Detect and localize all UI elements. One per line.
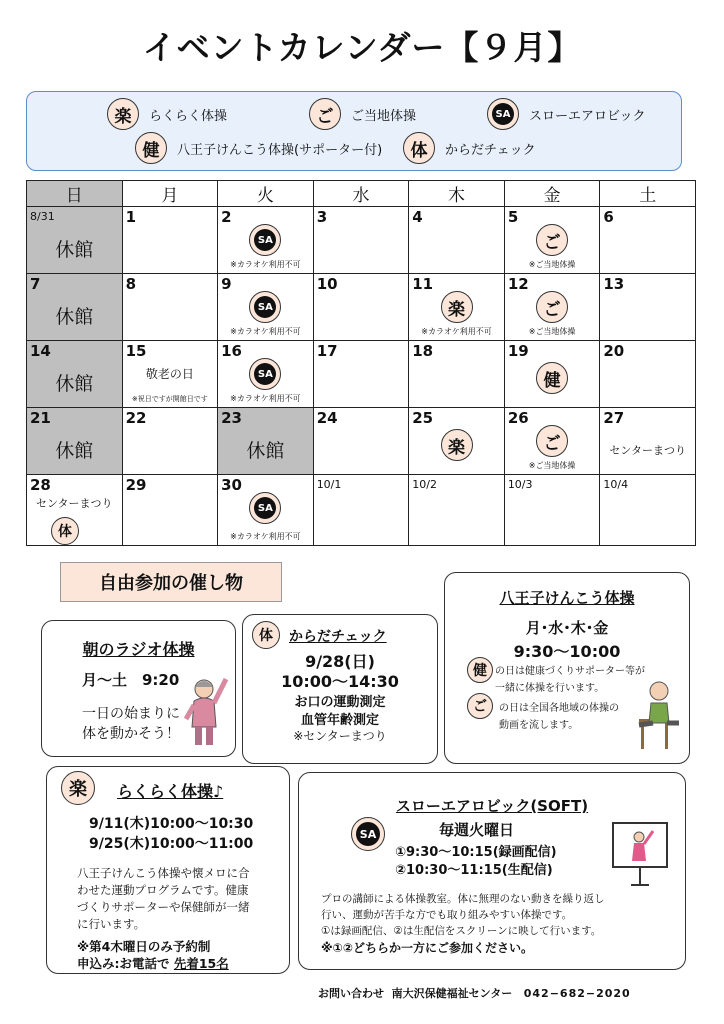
ken-badge-icon: 健 [467,657,493,683]
page-title: イベントカレンダー【９月】 [142,28,582,67]
day-cell [218,341,314,408]
ken-badge-icon: 健 [135,132,167,164]
day-number: 15 [125,342,147,360]
slow-aerobic-box [298,772,686,970]
rakuraku-time: 9/11(木)10:00〜10:30 [89,816,254,832]
day-number: 4 [412,208,423,226]
day-cell [409,408,505,475]
hachioji-exercise-box [444,572,690,764]
rakuraku-desc-line: に行います。 [77,917,146,931]
slow-desc-line: 行い、運動が苦手な方でも取り組みやすい体操です。 [321,909,573,921]
day-cell [313,341,409,408]
closed-label: 休館 [55,373,94,395]
go-badge-icon: ご [309,98,341,130]
day-number: 26 [507,409,529,427]
sa-badge-icon: SA [249,492,281,524]
center-festival-label: センターまつり [36,497,113,510]
day-cell [313,207,409,274]
sa-badge-icon: SA [487,98,519,130]
slow-time: ②10:30〜11:15(生配信) [395,863,553,878]
calendar-table [26,180,696,546]
day-cell [504,274,600,341]
raku-badge-icon: 楽 [61,771,95,805]
check-date: 9/28(日) [305,652,375,671]
rakuraku-title: らくらく体操♪ [117,782,224,801]
karaoke-note: ※カラオケ利用不可 [421,327,492,336]
day-number: 10 [316,275,338,293]
hachioji-desc-line: の日は全国各地域の体操の [499,703,619,714]
day-number: 10/4 [603,478,629,491]
day-number: 28 [30,476,51,494]
footer-tel: 042−682−2020 [523,987,631,1000]
keiro-label: 敬老の日 [145,367,194,381]
day-cell [504,207,600,274]
hachioji-desc-line: 動画を流します。 [499,720,579,731]
day-number: 14 [30,342,51,360]
elderly-man-exercising-icon [637,679,683,751]
day-number: 2 [221,208,232,226]
legend-item-hachioji [135,132,382,164]
gotochi-note: ※ご当地体操 [528,260,576,269]
day-number: 27 [603,409,625,427]
tai-badge-icon: 体 [51,517,79,545]
day-number: 17 [316,342,338,360]
screen-instructor-icon [611,821,669,889]
radio-desc-line: 体を動かそう！ [82,726,180,742]
closed-label: 休館 [246,440,285,462]
day-cell [409,207,505,274]
calendar-week [27,341,696,408]
closed-label: 休館 [55,306,94,328]
day-number: 19 [507,342,529,360]
legend-label: 八王子けんこう体操(サポーター付) [177,142,383,158]
day-number: 3 [316,208,328,226]
holiday-note: ※祝日ですが開館日です [131,395,208,403]
sa-badge-icon: SA [249,291,281,323]
radio-desc-line: 一日の始まりに [82,706,180,722]
karaoke-note: ※カラオケ利用不可 [230,327,301,336]
hachioji-title: 八王子けんこう体操 [499,589,635,607]
rakuraku-desc-line: 八王子けんこう体操や懐メロに合 [77,866,250,880]
day-cell [600,475,696,546]
check-time: 10:00〜14:30 [281,672,399,691]
rakuraku-exercise-box [46,766,290,974]
day-number: 9 [221,275,232,293]
day-number: 10/2 [412,478,437,491]
weekday-header: 水 [313,181,409,207]
weekday-header: 木 [409,181,505,207]
reservation-note: ※第4木曜日のみ予約制 [77,939,211,954]
day-number: 24 [316,409,338,427]
slow-desc-line: ①は録画配信、②は生配信をスクリーンに映して行います。 [321,925,602,937]
day-cell [27,274,123,341]
calendar-week [27,274,696,341]
check-item: 血管年齢測定 [300,713,379,728]
day-cell [409,274,505,341]
day-cell [504,408,600,475]
day-cell [27,408,123,475]
day-number: 23 [221,409,242,427]
legend-item-gotochi [309,98,416,130]
check-note: ※センターまつり [293,729,387,743]
day-number: 1 [125,208,136,226]
body-check-box [242,614,438,764]
hachioji-desc-line: の日は健康づくりサポーター等が [495,666,645,677]
weekday-header: 月 [122,181,218,207]
go-badge-icon: ご [536,425,568,457]
exercising-woman-icon [184,675,230,749]
day-number: 20 [603,342,625,360]
day-number: 30 [221,476,242,494]
legend-label: ご当地体操 [351,108,417,124]
weekday-header: 日 [27,181,123,207]
legend-item-slow-aerobic [487,98,645,130]
legend-label: スローエアロビック [529,108,646,124]
slow-participation-note: ※①②どちらか一方にご参加ください。 [321,941,533,955]
day-cell [122,274,218,341]
day-number: 21 [30,409,51,427]
day-number: 13 [603,275,625,293]
day-number: 10/1 [316,478,342,491]
rakuraku-time: 9/25(木)10:00〜11:00 [89,836,254,852]
day-cell [409,475,505,546]
center-festival-label: センターまつり [609,444,686,457]
karaoke-note: ※カラオケ利用不可 [230,532,301,541]
rakuraku-desc-line: づくりサポーターや保健師が一緒 [77,900,250,914]
day-number: 6 [603,208,614,226]
closed-label: 休館 [55,440,94,462]
day-number: 16 [221,342,242,360]
legend-label: からだチェック [445,142,536,158]
radio-title: 朝のラジオ体操 [82,640,195,659]
day-cell [600,274,696,341]
hachioji-desc-line: 一緒に体操を行います。 [495,683,605,694]
day-number: 8 [125,275,136,293]
legend-item-rakuraku [107,98,227,130]
day-cell [504,475,600,546]
reservation-method: 申込み:お電話で 先着15名 [77,956,229,971]
day-number: 10/3 [507,478,533,491]
day-cell [122,341,218,408]
day-cell [218,475,314,546]
day-number: 11 [412,275,434,293]
closed-label: 休館 [55,239,94,261]
weekday-header: 火 [218,181,314,207]
sa-badge-icon: SA [249,358,281,390]
weekday-header: 土 [600,181,696,207]
calendar-week [27,207,696,274]
karaoke-note: ※カラオケ利用不可 [230,260,301,269]
hachioji-days: 月･水･木･金 [525,619,609,637]
day-number: 12 [507,275,529,293]
free-events-label: 自由参加の催し物 [60,562,282,602]
raku-badge-icon: 楽 [107,98,139,130]
day-number: 5 [507,208,519,226]
day-cell [600,408,696,475]
sa-badge-icon: SA [351,817,385,851]
gotochi-note: ※ご当地体操 [528,461,576,470]
day-cell [409,341,505,408]
hachioji-time: 9:30〜10:00 [513,642,621,661]
day-cell [122,207,218,274]
day-cell [504,341,600,408]
day-number: 29 [125,476,147,494]
day-cell [218,207,314,274]
legend-item-karada-check [403,132,536,164]
day-cell [600,207,696,274]
legend-label: らくらく体操 [149,108,228,124]
sa-badge-icon: SA [249,224,281,256]
day-number: 25 [412,409,434,427]
gotochi-note: ※ご当地体操 [528,327,576,336]
tai-badge-icon: 体 [403,132,435,164]
footer-contact [318,985,631,1001]
day-cell [218,274,314,341]
first-come-label: 先着15名 [173,956,229,971]
footer-label: お問い合わせ [318,987,384,1000]
day-cell [218,408,314,475]
karaoke-note: ※カラオケ利用不可 [230,394,301,403]
radio-exercise-box [41,620,236,757]
slow-desc-line: プロの講師による体操教室。体に無理のない動きを繰り返し [321,893,605,905]
go-badge-icon: ご [536,291,568,323]
day-cell [122,408,218,475]
tai-badge-icon: 体 [252,621,280,649]
day-number: 22 [125,409,147,427]
raku-badge-icon: 楽 [441,291,473,323]
go-badge-icon: ご [536,224,568,256]
day-cell [27,207,123,274]
calendar-week [27,408,696,475]
rakuraku-desc-line: わせた運動プログラムです。健康 [77,883,249,897]
weekday-header-row [27,181,696,207]
day-cell [313,475,409,546]
day-cell [313,274,409,341]
slow-sub: 毎週火曜日 [439,821,515,839]
slow-time: ①9:30〜10:15(録画配信) [395,845,557,860]
check-title: からだチェック [289,629,387,645]
day-cell [313,408,409,475]
raku-badge-icon: 楽 [441,429,473,461]
weekday-header: 金 [504,181,600,207]
day-cell [27,341,123,408]
go-badge-icon: ご [467,693,493,719]
day-cell [600,341,696,408]
day-cell [27,475,123,546]
ken-badge-icon: 健 [536,362,568,394]
day-number: 7 [30,275,41,293]
footer-org: 南大沢保健福祉センター [391,987,513,1000]
legend-box [26,91,682,171]
check-item: お口の運動測定 [294,695,386,710]
radio-time: 月〜土 9:20 [82,671,180,689]
calendar-week [27,475,696,546]
day-cell [122,475,218,546]
day-number: 8/31 [30,210,55,223]
day-number: 18 [412,342,434,360]
slow-title: スローエアロビック(SOFT) [395,797,589,815]
